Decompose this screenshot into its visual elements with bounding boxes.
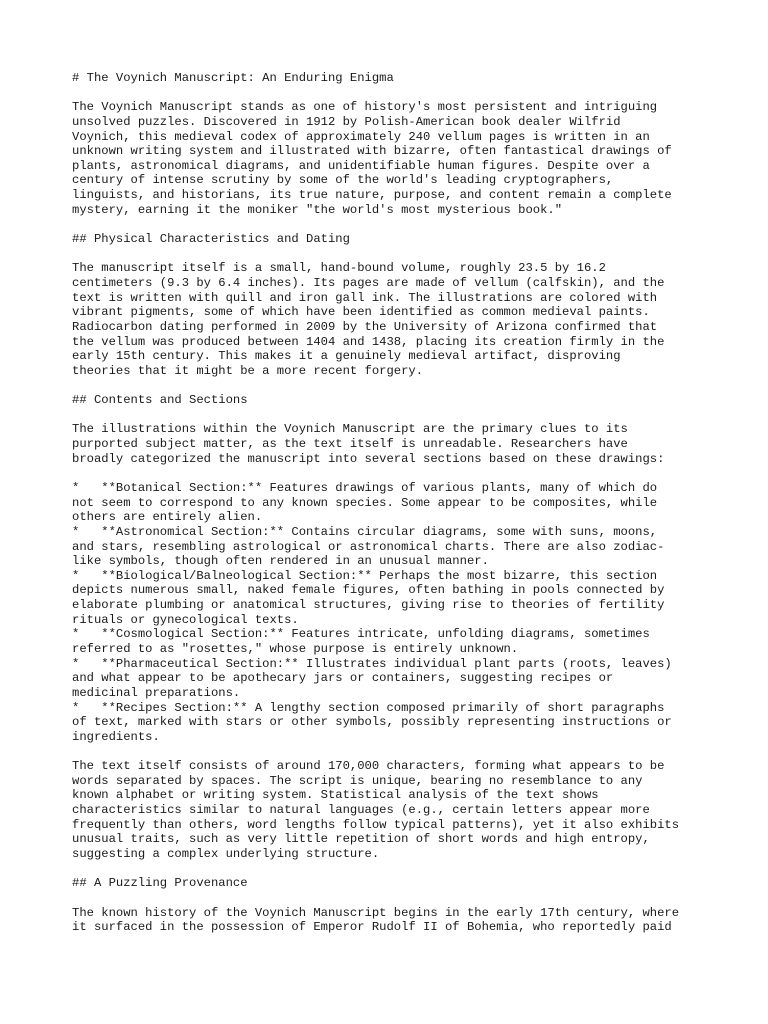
body-text-line: linguists, and historians, its true nature, purpose, and content remain a complete <box>72 188 672 203</box>
blank-line <box>72 217 712 232</box>
blank-line <box>72 408 712 423</box>
body-text-line: centimeters (9.3 by 6.4 inches). Its pages are made of vellum (calfskin), and the <box>72 275 665 290</box>
list-item-line: * **Astronomical Section:** Contains circular diagrams, some with suns, moons, <box>72 524 658 539</box>
body-text-line: century of intense scrutiny by some of the world's leading cryptographers, <box>72 173 614 188</box>
body-text-line: The text itself consists of around 170,000 characters, forming what appears to be <box>72 759 665 774</box>
blank-line <box>72 86 712 101</box>
body-text-line: referred to as "rosettes," whose purpose is entirely unknown. <box>72 641 519 656</box>
body-text-line: purported subject matter, as the text itself is unreadable. Researchers have <box>72 437 628 452</box>
body-text-line: suggesting a complex underlying structure. <box>72 846 380 861</box>
body-text-line: it surfaced in the possession of Emperor Rudolf II of Bohemia, who reportedly paid <box>72 920 672 935</box>
blank-line <box>72 891 712 906</box>
blank-line <box>72 744 712 759</box>
body-text-line: elaborate plumbing or anatomical structures, giving rise to theories of fertility <box>72 598 665 613</box>
body-text-line: others are entirely alien. <box>72 510 263 525</box>
list-item-line: * **Botanical Section:** Features drawings of various plants, many of which do <box>72 480 658 495</box>
body-text-line: Radiocarbon dating performed in 2009 by the University of Arizona confirmed that <box>72 319 658 334</box>
body-text-line: text is written with quill and iron gall ink. The illustrations are colored with <box>72 290 658 305</box>
section-heading: ## Physical Characteristics and Dating <box>72 232 350 247</box>
body-text-line: broadly categorized the manuscript into several sections based on these drawings: <box>72 451 665 466</box>
section-heading: ## Contents and Sections <box>72 393 248 408</box>
body-text-line: unsolved puzzles. Discovered in 1912 by Polish-American book dealer Wilfrid <box>72 114 621 129</box>
body-text-line: the vellum was produced between 1404 and 1438, placing its creation firmly in the <box>72 334 665 349</box>
document-page <box>72 71 712 935</box>
document-title: # The Voynich Manuscript: An Enduring Enigma <box>72 71 394 85</box>
blank-line <box>72 247 712 262</box>
body-text-line: early 15th century. This makes it a genuinely medieval artifact, disproving <box>72 349 621 364</box>
body-text-line: The Voynich Manuscript stands as one of history's most persistent and intriguing <box>72 100 658 115</box>
body-text-line: characteristics similar to natural languages (e.g., certain letters appear more <box>72 803 650 818</box>
body-text-line: like symbols, though often rendered in an unusual manner. <box>72 554 489 569</box>
body-text-line: ingredients. <box>72 729 160 744</box>
blank-line <box>72 862 712 877</box>
body-text-line: unusual traits, such as very little repetition of short words and high entropy, <box>72 832 650 847</box>
body-text-line: Voynich, this medieval codex of approximately 240 vellum pages is written in an <box>72 129 650 144</box>
blank-line <box>72 466 712 481</box>
list-item-line: * **Cosmological Section:** Features intricate, unfolding diagrams, sometimes <box>72 627 650 642</box>
body-text-line: The manuscript itself is a small, hand-bound volume, roughly 23.5 by 16.2 <box>72 261 606 276</box>
body-text-line: frequently than others, word lengths follow typical patterns), yet it also exhibits <box>72 817 680 832</box>
body-text-line: vibrant pigments, some of which have been identified as common medieval paints. <box>72 305 650 320</box>
body-text-line: and stars, resembling astrological or astronomical charts. There are also zodiac- <box>72 539 665 554</box>
blank-line <box>72 378 712 393</box>
body-text-line: unknown writing system and illustrated with bizarre, often fantastical drawings of <box>72 144 672 159</box>
body-text-line: not seem to correspond to any known species. Some appear to be composites, while <box>72 495 658 510</box>
body-text-line: mystery, earning it the moniker "the world's most mysterious book." <box>72 202 563 217</box>
list-item-line: * **Recipes Section:** A lengthy section composed primarily of short paragraphs <box>72 700 665 715</box>
body-text-line: words separated by spaces. The script is unique, bearing no resemblance to any <box>72 773 643 788</box>
body-text-line: of text, marked with stars or other symbols, possibly representing instructions or <box>72 715 672 730</box>
body-text-line: theories that it might be a more recent forgery. <box>72 363 424 378</box>
section-heading: ## A Puzzling Provenance <box>72 876 248 891</box>
body-text-line: The illustrations within the Voynich Manuscript are the primary clues to its <box>72 422 628 437</box>
body-text-line: rituals or gynecological texts. <box>72 612 299 627</box>
body-text-line: medicinal preparations. <box>72 685 241 700</box>
body-text-line: known alphabet or writing system. Statistical analysis of the text shows <box>72 788 599 803</box>
list-item-line: * **Pharmaceutical Section:** Illustrates individual plant parts (roots, leaves) <box>72 656 672 671</box>
body-text-line: plants, astronomical diagrams, and unidentifiable human figures. Despite over a <box>72 158 650 173</box>
body-text-line: The known history of the Voynich Manuscript begins in the early 17th century, where <box>72 905 680 920</box>
body-text-line: depicts numerous small, naked female figures, often bathing in pools connected by <box>72 583 665 598</box>
body-text-line: and what appear to be apothecary jars or containers, suggesting recipes or <box>72 671 614 686</box>
list-item-line: * **Biological/Balneological Section:** Perhaps the most bizarre, this section <box>72 568 658 583</box>
